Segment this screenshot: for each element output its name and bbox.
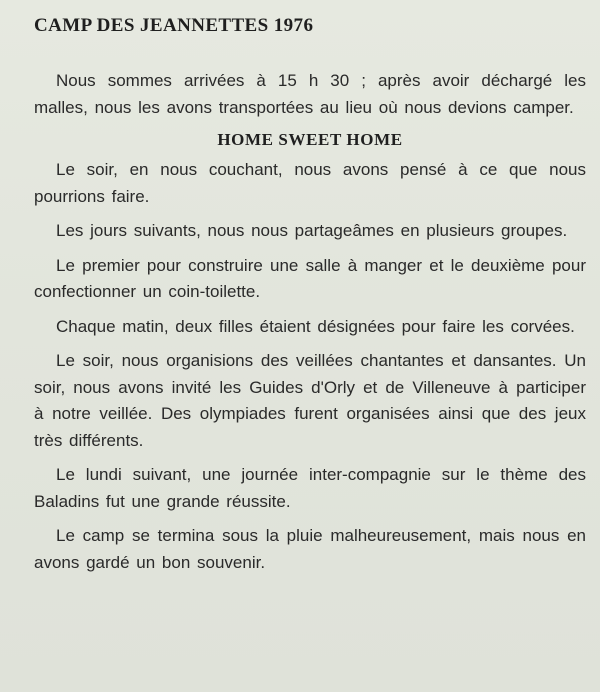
- paragraph-4: Chaque matin, deux filles étaient désignées pour faire les corvées.: [56, 316, 575, 336]
- section-subheading: HOME SWEET HOME: [217, 130, 403, 149]
- article: [34, 10, 586, 576]
- paragraph-1: Le soir, en nous couchant, nous avons pensé à ce que nous pourrions faire.: [34, 160, 586, 206]
- paragraph-5: Le soir, nous organisions des veillées chantantes et dansantes. Un soir, nous avons invité les Guides d'Orly et de Villeneuve à participer à notre veillée. Des olympiades furent organisées ainsi que des jeux très différents.: [34, 351, 586, 450]
- article-title: CAMP DES JEANNETTES 1976: [34, 15, 314, 36]
- paragraph-3: Le premier pour construire une salle à manger et le deuxième pour confectionner un coin-toilette.: [34, 255, 586, 301]
- paragraph-2: Les jours suivants, nous nous partageâmes en plusieurs groupes.: [56, 221, 568, 240]
- paragraph-7: Le camp se termina sous la pluie malheureusement, mais nous en avons gardé un bon souvenir.: [34, 526, 586, 572]
- intro-paragraph: Nous sommes arrivées à 15 h 30 ; après avoir déchargé les malles, nous les avons transportées au lieu où nous devions camper.: [34, 71, 586, 117]
- paragraph-6: Le lundi suivant, une journée inter-compagnie sur le thème des Baladins fut une grande réussite.: [34, 465, 586, 511]
